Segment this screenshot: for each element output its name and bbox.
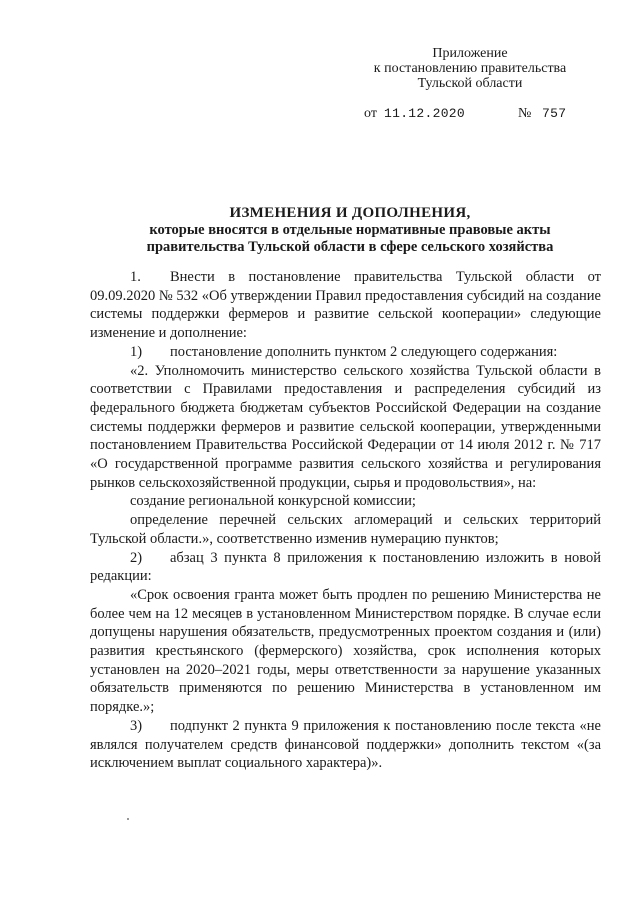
- title-line-1: ИЗМЕНЕНИЯ И ДОПОЛНЕНИЯ,: [229, 205, 471, 221]
- item-number-3-sub: 3): [130, 717, 143, 734]
- paragraph-6: [90, 549, 601, 586]
- paragraph-8: [90, 717, 601, 773]
- appendix-header: [360, 46, 580, 91]
- appendix-line-2: к постановлению правительства: [373, 61, 567, 76]
- item-number-2-sub: 2): [130, 549, 143, 566]
- paragraph-2: [90, 343, 601, 362]
- paragraph-1-text: Внести в постановление правительства Тульской области от 09.09.2020 № 532 «Об утверждении Правил предоставления субсидий на создание системы поддержки фермеров и развитие сельской кооперации» следующие изменение и дополнение:: [90, 269, 601, 342]
- item-number-1: 1.: [130, 269, 141, 285]
- paragraph-8-text: подпункт 2 пункта 9 приложения к постановлению после текста «не являлся получателем средств финансовой поддержки» дополнить текстом «(за исключением выплат социального характера)».: [90, 717, 601, 772]
- number-value: 757: [542, 106, 567, 121]
- date-value: 11.12.2020: [384, 106, 466, 121]
- title-line-3: правительства Тульской области в сфере сельского хозяйства: [146, 239, 554, 255]
- document-title: [90, 205, 610, 256]
- paragraph-1: [90, 268, 601, 343]
- appendix-line-3: Тульской области: [417, 76, 523, 91]
- scan-speck: [127, 818, 129, 820]
- paragraph-6-text: абзац 3 пункта 8 приложения к постановлению изложить в новой редакции:: [90, 549, 601, 585]
- paragraph-5: определение перечней сельских агломераций и сельских территорий Тульской области.», соответственно изменив нумерацию пунктов;: [90, 512, 601, 547]
- paragraph-4: создание региональной конкурсной комиссии;: [130, 493, 416, 510]
- paragraph-2-text: постановление дополнить пунктом 2 следующего содержания:: [170, 343, 558, 360]
- paragraph-7: «Срок освоения гранта может быть продлен по решению Министерства не более чем на 12 месяцев в установленном Министерством порядке. В случае если допущены нарушения обязательств, предусмотренных проектом создания и (или) развития крестьянского (фермерского) хозяйства, срок исполнения которых установлен на 2020–2021 годы, меры ответственности за нарушение указанных обязательств применяются по решению Министерства в установленном им порядке.»;: [90, 586, 601, 716]
- paragraph-3: «2. Уполномочить министерство сельского хозяйства Тульской области в соответствии с Правилами предоставления и распределения субсидий из федерального бюджета бюджетам субъектов Российской Федерации на создание системы поддержки фермеров и развитие сельской кооперации, утвержденными постановлением Правительства Российской Федерации от 14 июля 2012 г. № 717 «О государственной программе развития сельского хозяйства и регулирования рынков сельскохозяйственной продукции, сырья и продовольствия», на:: [90, 362, 601, 491]
- document-body: [90, 268, 601, 773]
- appendix-line-1: Приложение: [432, 46, 508, 61]
- item-number-1-sub: 1): [130, 343, 143, 360]
- title-line-2: которые вносятся в отдельные нормативные правовые акты: [149, 222, 551, 238]
- date-prefix: от: [364, 106, 377, 121]
- number-prefix: №: [518, 106, 532, 121]
